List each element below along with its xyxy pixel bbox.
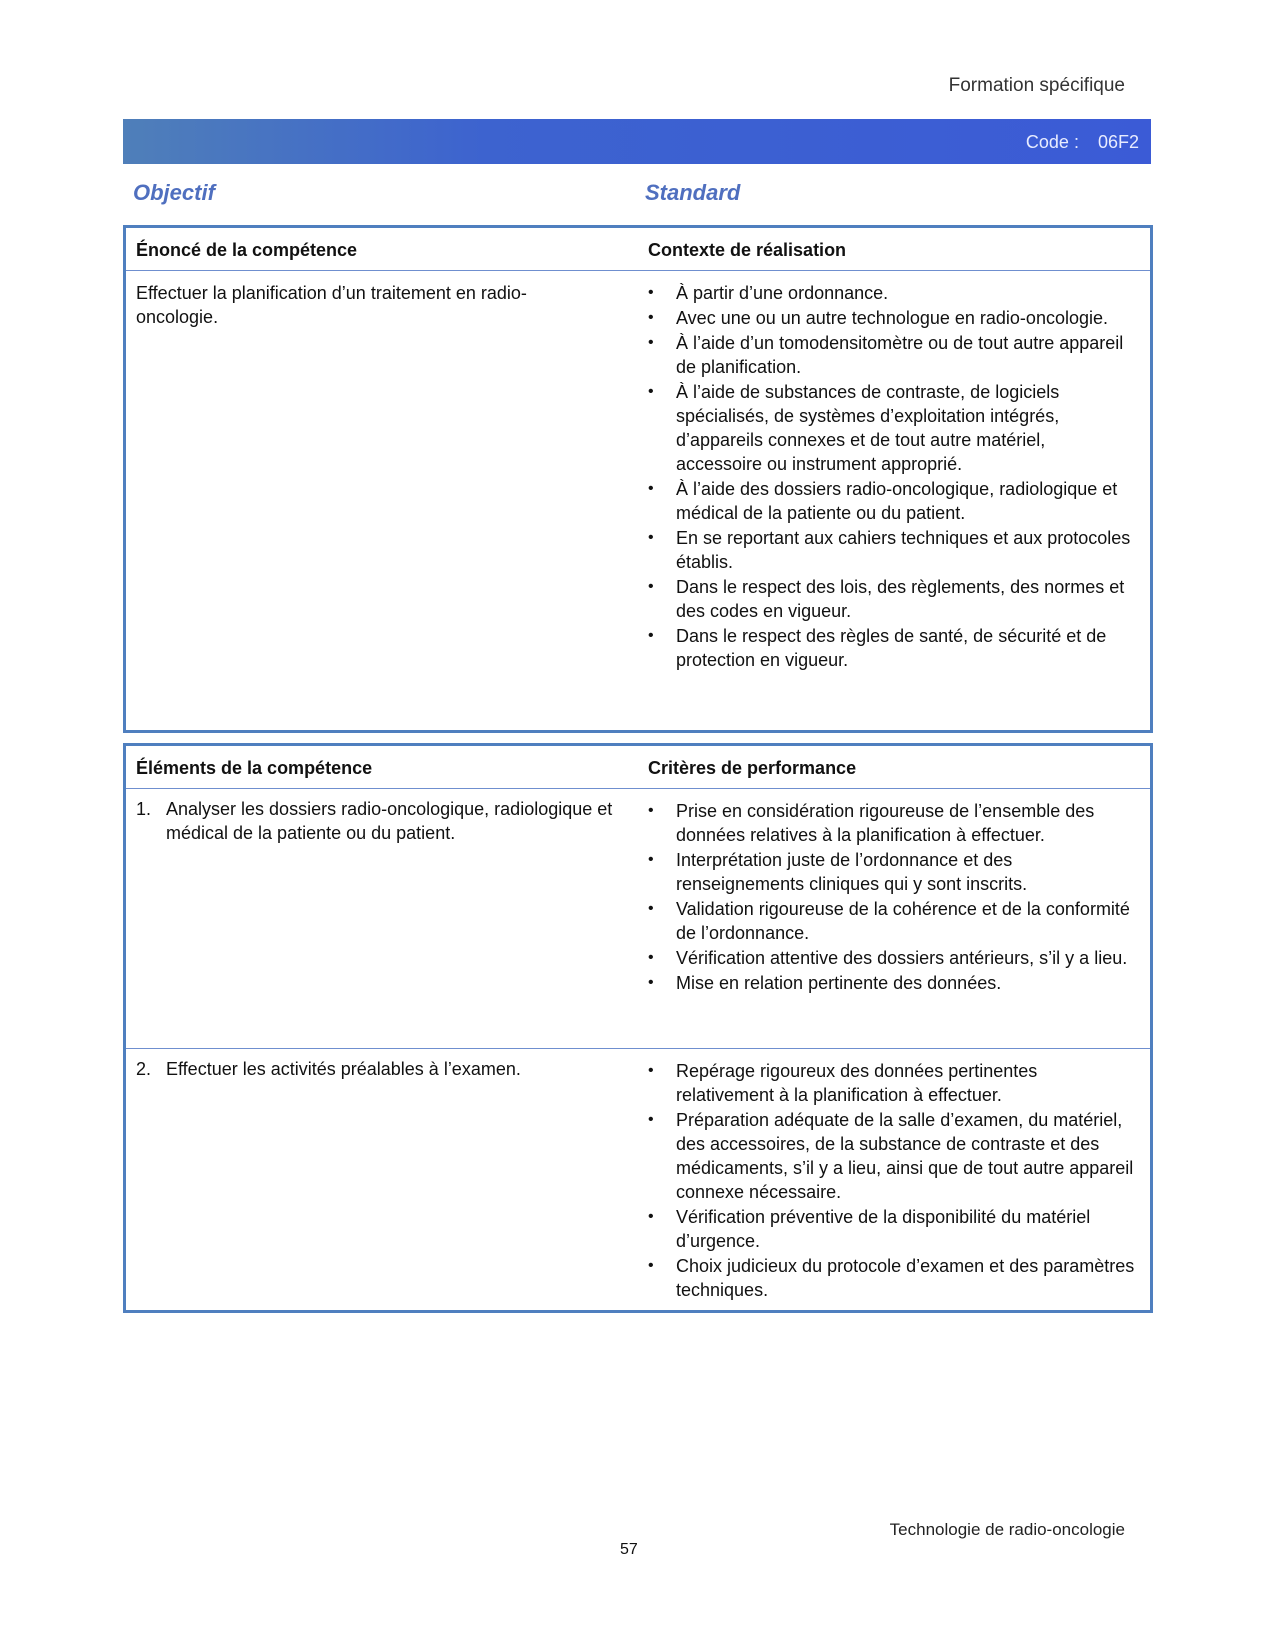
criteria-item: • Vérification préventive de la disponibilité du matériel d’urgence. [646,1205,1136,1253]
criteria-item: • Choix judicieux du protocole d’examen et des paramètres techniques. [646,1254,1136,1302]
criteria-item: • Préparation adéquate de la salle d’examen, du matériel, des accessoires, de la substance de contraste et des médicaments, s’il y a lieu, ainsi que de tout autre appareil connexe nécessaire. [646,1108,1136,1204]
context-list [646,281,1136,673]
criteria-header: Critères de performance [648,758,857,778]
table1-row [126,271,1150,726]
program-name: Technologie de radio-oncologie [889,1520,1125,1539]
table-row [126,789,1150,1048]
context-item: • À l’aide des dossiers radio-oncologique, radiologique et médical de la patiente ou du patient. [646,477,1136,525]
criteria-item: • Validation rigoureuse de la cohérence et de la conformité de l’ordonnance. [646,897,1136,945]
code-label: Code : [1025,132,1079,152]
objective-heading: Objectif [133,180,215,205]
competency-statement: Effectuer la planification d’un traitement en radio-oncologie. [136,283,527,327]
table1-header [126,228,1150,271]
criteria-item: • Vérification attentive des dossiers antérieurs, s’il y a lieu. [646,946,1136,970]
context-item: • Dans le respect des lois, des règlements, des normes et des codes en vigueur. [646,575,1136,623]
context-item: • Avec une ou un autre technologue en radio-oncologie. [646,306,1136,330]
criteria-item: • Interprétation juste de l’ordonnance et des renseignements cliniques qui y sont inscrits. [646,848,1136,896]
context-header: Contexte de réalisation [648,240,847,260]
section-title: Formation spécifique [948,75,1125,96]
criteria-list [646,1059,1136,1303]
criteria-item: • Prise en considération rigoureuse de l’ensemble des données relatives à la planification à effectuer. [646,799,1136,847]
competency-code [1026,132,1139,153]
performance-criteria-table [123,743,1153,1313]
competency-element [136,797,626,845]
page-number: 57 [620,1541,638,1558]
criteria-list [646,799,1136,996]
context-item: • En se reportant aux cahiers techniques et aux protocoles établis. [646,526,1136,574]
table-row [126,1048,1150,1309]
criteria-item: • Repérage rigoureux des données pertinentes relativement à la planification à effectuer. [646,1059,1136,1107]
context-item: • Dans le respect des règles de santé, de sécurité et de protection en vigueur. [646,624,1136,672]
element-number: 2. [136,1059,152,1079]
context-item: • À partir d’une ordonnance. [646,281,1136,305]
criteria-item: • Mise en relation pertinente des données. [646,971,1136,995]
code-value: 06F2 [1097,132,1139,152]
element-text: Analyser les dossiers radio-oncologique, radiologique et médical de la patiente ou du patient. [166,799,613,843]
code-bar [123,119,1151,164]
competency-element [136,1057,626,1081]
standard-heading: Standard [645,180,741,205]
table2-header [126,746,1150,789]
elements-header: Éléments de la compétence [136,758,373,778]
competency-statement-table [123,225,1153,733]
element-number: 1. [136,799,152,819]
element-text: Effectuer les activités préalables à l’examen. [166,1059,521,1079]
context-item: • À l’aide d’un tomodensitomètre ou de tout autre appareil de planification. [646,331,1136,379]
statement-header: Énoncé de la compétence [136,240,358,260]
context-item: • À l’aide de substances de contraste, de logiciels spécialisés, de systèmes d’exploitation intégrés, d’appareils connexes et de tout autre matériel, accessoire ou instrument approprié. [646,380,1136,476]
